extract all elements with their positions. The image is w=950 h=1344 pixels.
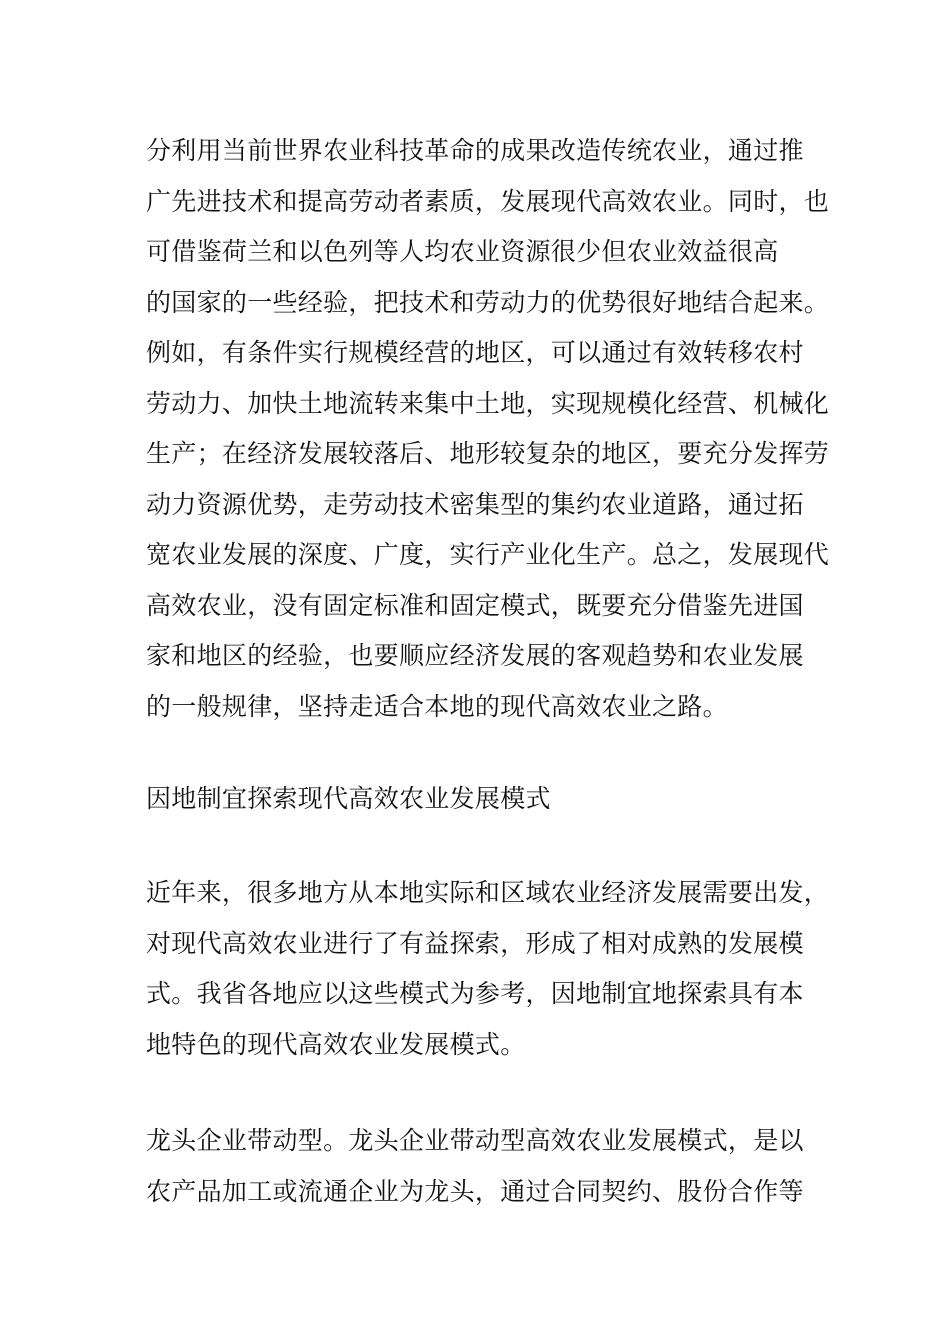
section-heading-text: 因地制宜探索现代高效农业发展模式 (146, 784, 551, 813)
paragraph-line: 生产；在经济发展较落后、地形较复杂的地区，要充分发挥劳 (146, 439, 830, 468)
paragraph-line: 的一般规律，坚持走适合本地的现代高效农业之路。 (146, 691, 728, 721)
paragraph-line: 的国家的一些经验，把技术和劳动力的优势很好地结合起来。 (146, 287, 830, 317)
paragraph-line: 宽农业发展的深度、广度，实行产业化生产。总之，发展现代 (146, 540, 830, 569)
paragraph-line: 近年来，很多地方从本地实际和区域农业经济发展需要出发， (146, 878, 830, 907)
paragraph-line: 式。我省各地应以这些模式为参考，因地制宜地探索具有本 (146, 979, 804, 1008)
paragraph-line: 动力资源优势，走劳动技术密集型的集约农业道路，通过拓 (146, 489, 804, 519)
paragraph-line: 家和地区的经验，也要顺应经济发展的客观趋势和农业发展 (146, 641, 804, 670)
paragraph-2 (146, 868, 830, 1070)
paragraph-1 (146, 126, 830, 732)
paragraph-line: 广先进技术和提高劳动者素质，发展现代高效农业。同时，也 (146, 186, 830, 216)
paragraph-line: 例如，有条件实行规模经营的地区，可以通过有效转移农村 (146, 338, 804, 367)
paragraph-line: 对现代高效农业进行了有益探索，形成了相对成熟的发展模 (146, 928, 804, 958)
paragraph-line: 龙头企业带动型。龙头企业带动型高效农业发展模式，是以 (146, 1126, 804, 1155)
paragraph-3 (146, 1116, 814, 1217)
paragraph-line: 地特色的现代高效农业发展模式。 (146, 1029, 526, 1059)
paragraph-line: 劳动力、加快土地流转来集中土地，实现规模化经营、机械化 (146, 388, 830, 418)
paragraph-line: 可借鉴荷兰和以色列等人均农业资源很少但农业效益很高 (146, 237, 779, 266)
paragraph-line: 农产品加工或流通企业为龙头，通过合同契约、股份合作等 (146, 1176, 804, 1206)
paragraph-line: 分利用当前世界农业科技革命的成果改造传统农业，通过推 (146, 136, 804, 165)
paragraph-line: 高效农业，没有固定标准和固定模式，既要充分借鉴先进国 (146, 590, 804, 620)
section-heading (146, 774, 814, 825)
